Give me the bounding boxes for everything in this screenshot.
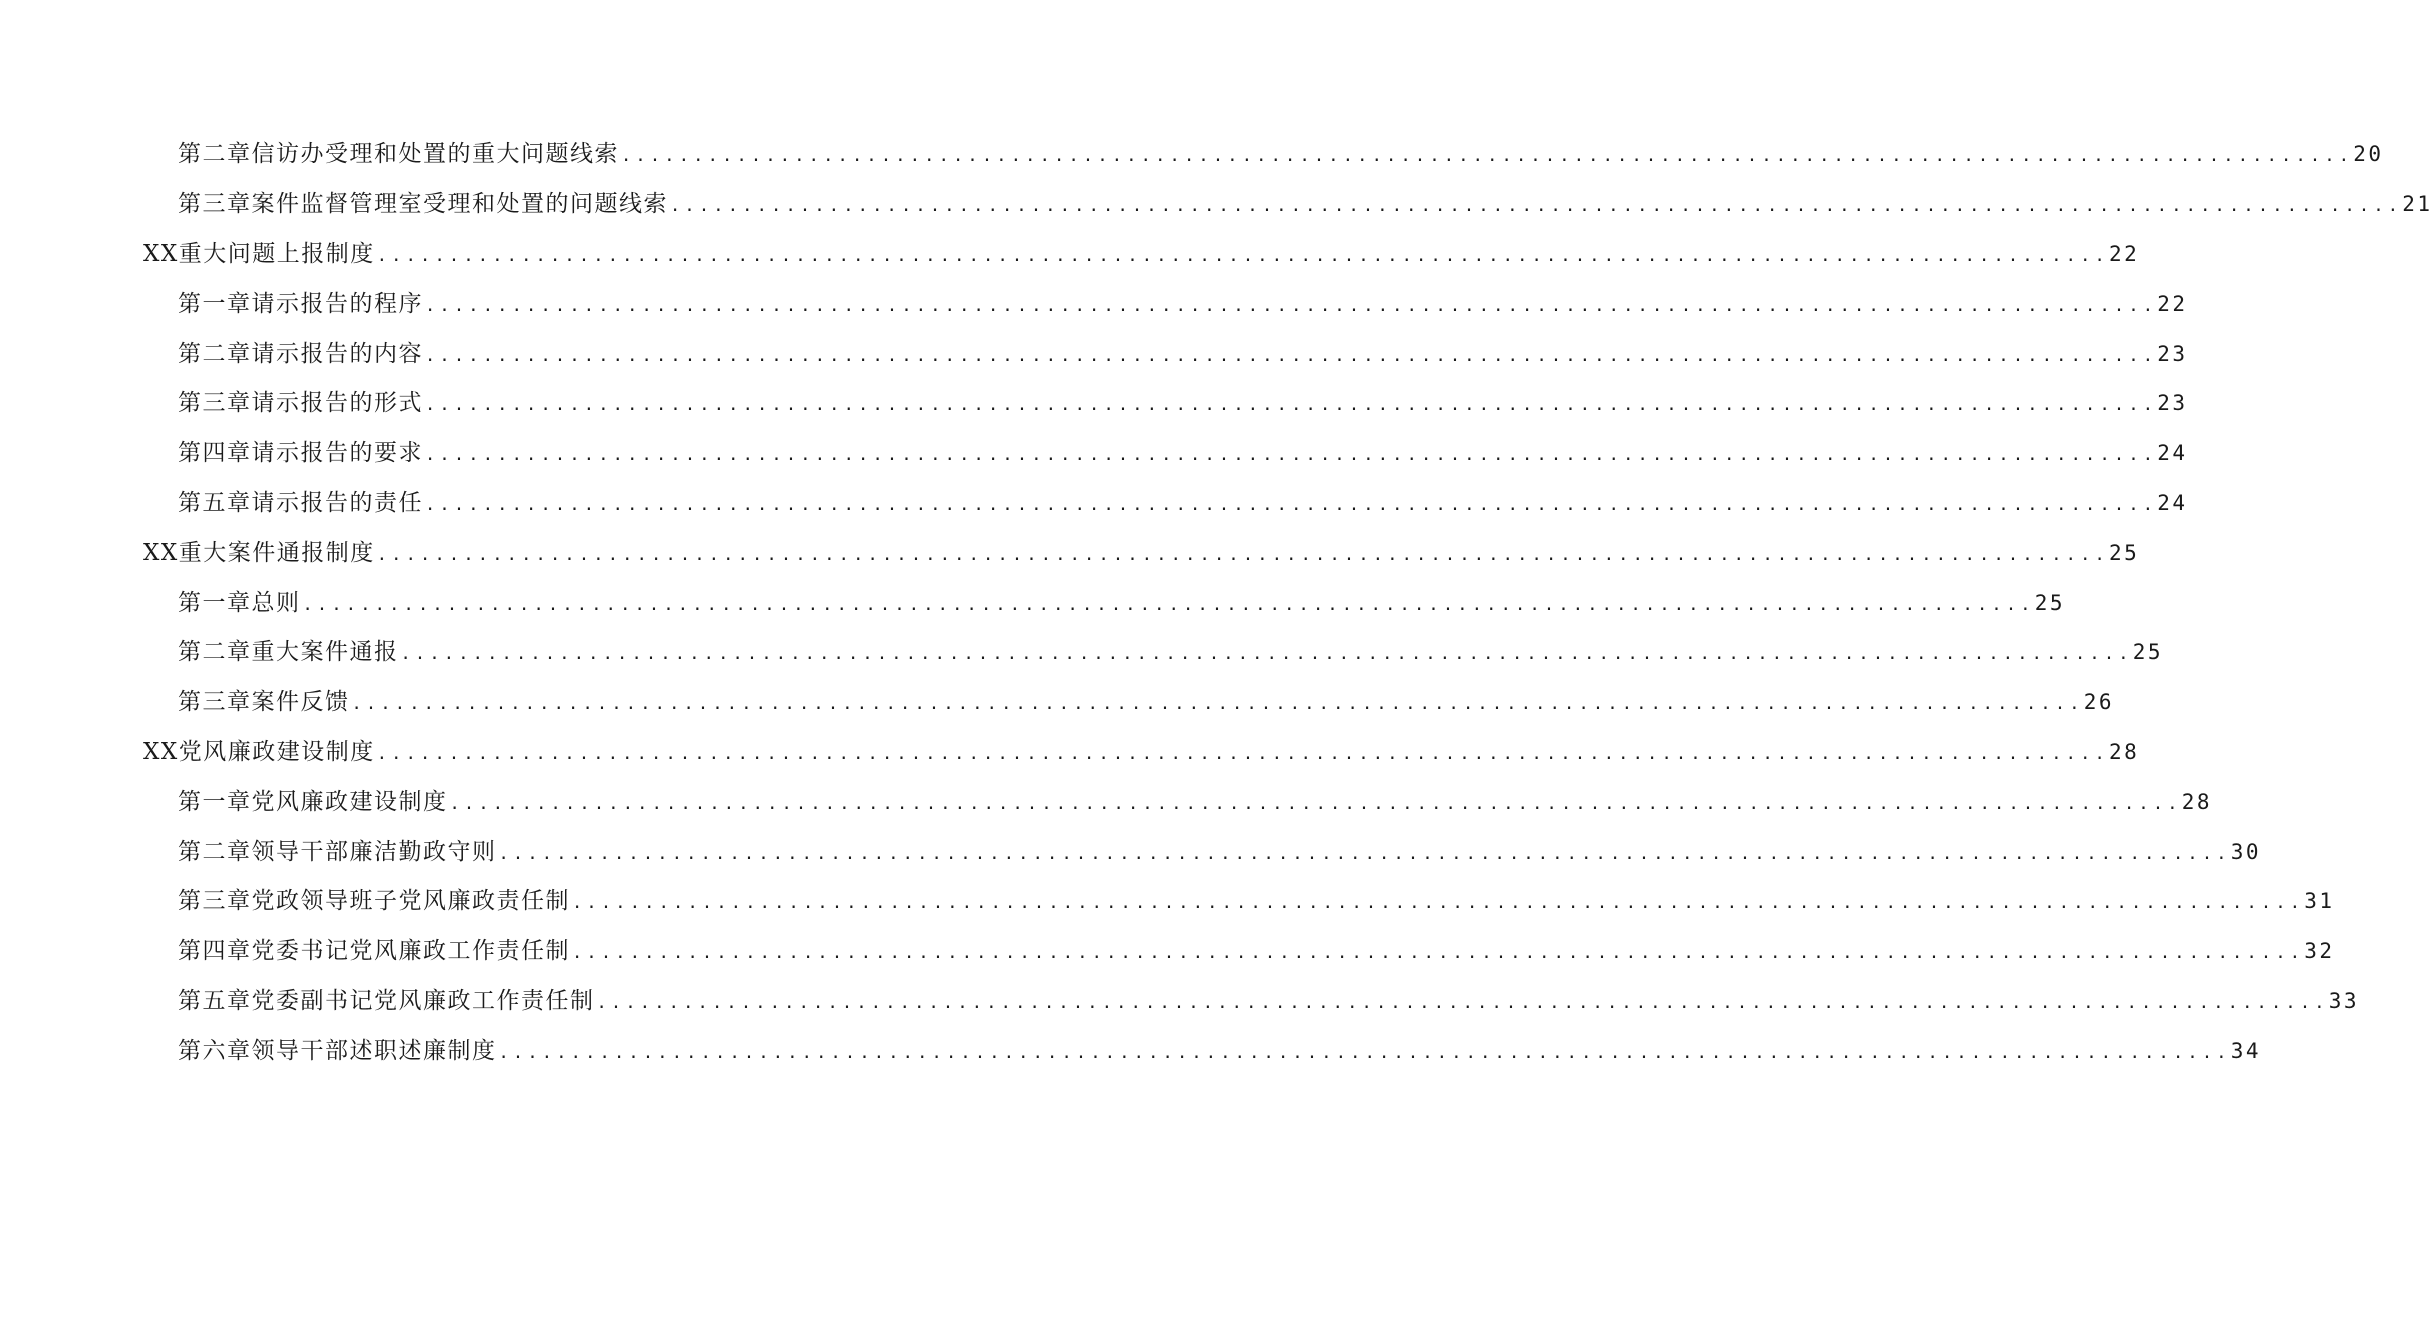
toc-page-number: 26 [2083, 690, 2114, 715]
toc-chapter-number: 第三章 [178, 689, 252, 716]
toc-chapter-number: 第三章 [178, 390, 252, 417]
toc-entry-title: 重大案件通报 [251, 639, 399, 666]
toc-entry-title: XX重大问题上报制度 [143, 240, 375, 267]
toc-chapter-number: 第四章 [178, 440, 252, 467]
toc-chapter-entry[interactable] [0, 127, 2384, 177]
toc-dot-leader: ........................................................................................................................ [400, 644, 2133, 665]
toc-page-number: 23 [2157, 391, 2188, 416]
toc-page-number: 20 [2353, 142, 2384, 167]
toc-page-number: 24 [2157, 490, 2188, 515]
toc-dot-leader: ........................................................................................................................ [621, 146, 2354, 167]
toc-section-entry[interactable] [0, 227, 2140, 277]
toc-entry-title: 请示报告的形式 [251, 390, 423, 417]
toc-page-number: 32 [2304, 939, 2335, 964]
toc-entry-title: 请示报告的责任 [251, 489, 423, 516]
toc-page-number: 33 [2328, 988, 2359, 1013]
toc-section-entry[interactable] [0, 525, 2140, 575]
toc-dot-leader: ........................................................................................................................ [425, 445, 2158, 466]
toc-dot-leader: ........................................................................................................................ [572, 893, 2305, 914]
toc-page-number: 28 [2108, 739, 2140, 764]
toc-page-number: 30 [2230, 839, 2261, 864]
toc-chapter-entry[interactable] [0, 326, 2188, 376]
toc-chapter-entry[interactable] [0, 426, 2188, 476]
toc-dot-leader: ........................................................................................................................ [376, 544, 2109, 565]
toc-dot-leader: ........................................................................................................................ [498, 843, 2231, 864]
toc-chapter-entry[interactable] [0, 376, 2188, 426]
toc-dot-leader: ........................................................................................................................ [425, 345, 2158, 366]
toc-section-entry[interactable] [0, 725, 2140, 775]
toc-entry-title: 党政领导班子党风廉政责任制 [251, 888, 570, 915]
toc-page-number: 21 [2402, 192, 2432, 217]
toc-entry-title: XX重大案件通报制度 [143, 539, 375, 566]
toc-chapter-number: 第五章 [178, 987, 252, 1014]
toc-chapter-number: 第四章 [178, 938, 252, 965]
toc-page-number: 34 [2230, 1038, 2261, 1063]
toc-entry-title: 信访办受理和处置的重大问题线索 [251, 141, 619, 168]
toc-chapter-entry[interactable] [0, 774, 2212, 824]
toc-chapter-entry[interactable] [0, 874, 2335, 924]
toc-chapter-number: 第一章 [178, 788, 252, 815]
toc-entry-title: 请示报告的要求 [251, 440, 423, 467]
toc-dot-leader: ........................................................................................................................ [425, 395, 2158, 416]
toc-chapter-number: 第一章 [178, 589, 252, 616]
toc-dot-leader: ........................................................................................................................ [596, 992, 2329, 1013]
toc-page-number: 25 [2132, 640, 2163, 665]
toc-chapter-number: 第五章 [178, 489, 252, 516]
toc-page-number: 23 [2157, 341, 2188, 366]
toc-entry-title: 党风廉政建设制度 [251, 788, 448, 815]
toc-dot-leader: ........................................................................................................................ [425, 494, 2158, 515]
toc-page-number: 22 [2157, 291, 2188, 316]
toc-dot-leader: ........................................................................................................................ [670, 196, 2403, 217]
toc-chapter-entry[interactable] [0, 1023, 2261, 1073]
toc-chapter-number: 第二章 [178, 141, 252, 168]
toc-dot-leader: ........................................................................................................................ [376, 245, 2109, 266]
toc-chapter-number: 第一章 [178, 290, 252, 317]
toc-dot-leader: ........................................................................................................................ [351, 694, 2084, 715]
toc-chapter-entry[interactable] [0, 476, 2188, 526]
toc-chapter-entry[interactable] [0, 675, 2114, 725]
toc-chapter-entry[interactable] [0, 276, 2188, 326]
toc-entry-title: 总则 [251, 589, 301, 616]
toc-chapter-entry[interactable] [0, 625, 2163, 675]
toc-chapter-number: 第二章 [178, 838, 252, 865]
toc-page-number: 24 [2157, 441, 2188, 466]
toc-chapter-entry[interactable] [0, 824, 2261, 874]
toc-page-number: 25 [2034, 590, 2065, 615]
toc-entry-title: 请示报告的内容 [251, 340, 423, 367]
toc-chapter-number: 第三章 [178, 191, 252, 218]
toc-dot-leader: ........................................................................................................................ [425, 295, 2158, 316]
toc-dot-leader: ........................................................................................................................ [302, 594, 2035, 615]
toc-entry-title: 案件监督管理室受理和处置的问题线索 [251, 191, 668, 218]
toc-entry-title: 党委副书记党风廉政工作责任制 [251, 987, 595, 1014]
table-of-contents [0, 127, 2432, 1073]
toc-chapter-number: 第二章 [178, 340, 252, 367]
toc-dot-leader: ........................................................................................................................ [498, 1042, 2231, 1063]
toc-entry-title: 领导干部述职述廉制度 [251, 1037, 497, 1064]
toc-chapter-entry[interactable] [0, 924, 2335, 974]
toc-chapter-number: 第六章 [178, 1037, 252, 1064]
toc-chapter-entry[interactable] [0, 974, 2359, 1024]
toc-dot-leader: ........................................................................................................................ [376, 743, 2109, 764]
toc-entry-title: XX党风廉政建设制度 [143, 738, 375, 765]
toc-page-number: 25 [2108, 540, 2140, 565]
toc-entry-title: 请示报告的程序 [251, 290, 423, 317]
toc-dot-leader: ........................................................................................................................ [572, 943, 2305, 964]
toc-dot-leader: ........................................................................................................................ [449, 793, 2182, 814]
toc-page-number: 31 [2304, 889, 2335, 914]
toc-chapter-entry[interactable] [0, 575, 2065, 625]
toc-chapter-number: 第三章 [178, 888, 252, 915]
toc-chapter-number: 第二章 [178, 639, 252, 666]
toc-entry-title: 案件反馈 [251, 689, 350, 716]
toc-page-number: 28 [2181, 789, 2212, 814]
toc-entry-title: 领导干部廉洁勤政守则 [251, 838, 497, 865]
toc-chapter-entry[interactable] [0, 177, 2432, 227]
toc-page-number: 22 [2108, 241, 2140, 266]
toc-entry-title: 党委书记党风廉政工作责任制 [251, 938, 570, 965]
